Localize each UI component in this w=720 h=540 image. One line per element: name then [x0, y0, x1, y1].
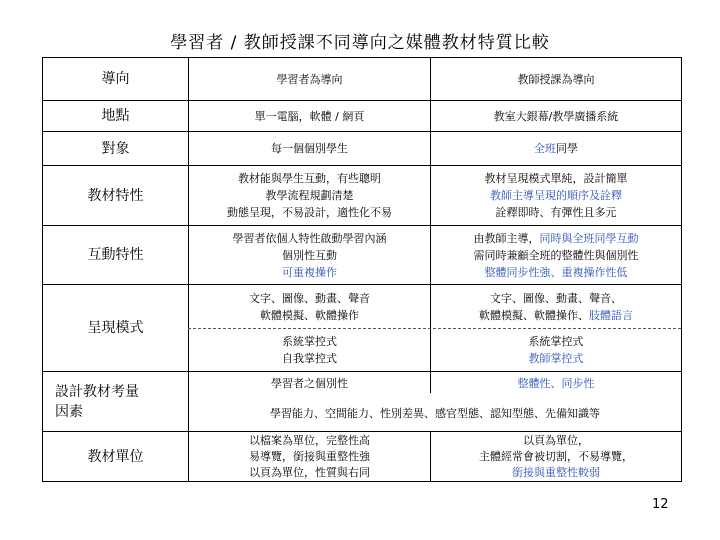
interaction-teacher-line-highlight: 整體同步性強、重複操作性低 [484, 265, 628, 279]
presentation-learner-media [189, 285, 430, 328]
presentation-learner-control-line: 自我掌控式 [282, 352, 337, 365]
page-number: 12 [652, 497, 669, 512]
row-label-design: 設計教材考量因素 [55, 383, 139, 420]
presentation-learner-control [189, 329, 430, 371]
interaction-learner-line: 個別性互動 [282, 248, 337, 262]
row-label-unit: 教材單位 [87, 448, 144, 465]
presentation-teacher-text: 軟體模擬、軟體操作、 [479, 308, 589, 322]
unit-learner-line: 以檔案為單位，完整性高 [249, 433, 370, 447]
presentation-teacher-highlight: 肢體語言 [589, 308, 633, 322]
material-learner-line: 教材能與學生互動，有些聰明 [238, 172, 381, 185]
audience-teacher-rest: 同學 [556, 142, 578, 155]
material-teacher-line: 詮釋即時、有彈性且多元 [495, 206, 617, 219]
material-learner [189, 166, 430, 225]
comparison-table [42, 57, 682, 482]
presentation-learner-control-line: 系統掌控式 [282, 335, 337, 348]
material-learner-line: 動態呈現，不易設計，適性化不易 [227, 206, 392, 219]
material-teacher-line-highlight: 教師主導呈現的順序及詮釋 [490, 189, 622, 202]
row-label-presentation: 呈現模式 [87, 320, 144, 336]
design-common: 學習能力、空間能力、性別差異、感官型態、認知型態、先備知識等 [270, 406, 600, 420]
material-teacher [431, 166, 681, 225]
material-teacher-line: 教材呈現模式單純，設計簡單 [484, 172, 628, 185]
interaction-teacher-highlight: 同時與全班同學互動 [539, 231, 639, 245]
interaction-teacher-line-1 [474, 230, 639, 247]
audience-teacher [431, 132, 681, 165]
unit-teacher-line: 主體經常會被切割，不易導覽， [479, 449, 633, 463]
page-title: 學習者 / 教師授課不同導向之媒體教材特質比較 [170, 33, 550, 53]
row-label-audience: 對象 [101, 140, 130, 157]
interaction-learner-line-highlight: 可重複操作 [282, 265, 337, 279]
header-learner: 學習者為導向 [276, 72, 343, 86]
location-teacher: 教室大銀幕/教學廣播系統 [493, 109, 619, 123]
interaction-learner [189, 226, 430, 284]
interaction-teacher [431, 226, 681, 284]
material-learner-line: 教學流程規劃清楚 [265, 189, 354, 202]
presentation-learner-line: 文字、圖像、動畫、聲音 [249, 291, 370, 305]
unit-teacher [431, 432, 681, 481]
presentation-teacher-line-2 [479, 307, 633, 324]
audience-learner: 每一個個別學生 [271, 142, 348, 155]
unit-learner-line: 易導覽，銜接與重整性強 [249, 449, 370, 463]
header-label: 導向 [101, 71, 130, 87]
unit-teacher-line-highlight: 銜接與重整性較弱 [512, 465, 600, 479]
unit-teacher-line: 以頁為單位， [523, 433, 589, 447]
location-learner: 單一電腦，軟體 / 網頁 [254, 109, 365, 123]
presentation-teacher-control [431, 329, 681, 371]
presentation-learner-line: 軟體模擬、軟體操作 [260, 308, 359, 322]
interaction-teacher-line: 需同時兼顧全班的整體性與個別性 [473, 248, 639, 262]
audience-teacher-highlight: 全班 [534, 142, 556, 155]
unit-learner-line: 以頁為單位，性質與右同 [249, 465, 370, 479]
presentation-teacher-control-line: 系統掌控式 [528, 335, 584, 348]
unit-learner [189, 432, 430, 481]
interaction-learner-line: 學習者依個人特性啟動學習內涵 [232, 231, 387, 245]
interaction-teacher-text: 由教師主導， [473, 231, 540, 245]
row-label-location: 地點 [101, 108, 130, 124]
design-learner: 學習者之個別性 [271, 376, 348, 390]
row-label-material: 教材特性 [87, 187, 144, 204]
header-teacher: 教師授課為導向 [517, 72, 595, 86]
design-teacher: 整體性、同步性 [517, 376, 595, 390]
presentation-teacher-control-highlight: 教師掌控式 [528, 352, 584, 365]
row-label-interaction: 互動特性 [87, 247, 144, 263]
presentation-teacher-line: 文字、圖像、動畫、聲音、 [490, 291, 622, 305]
presentation-teacher-media [431, 285, 681, 328]
